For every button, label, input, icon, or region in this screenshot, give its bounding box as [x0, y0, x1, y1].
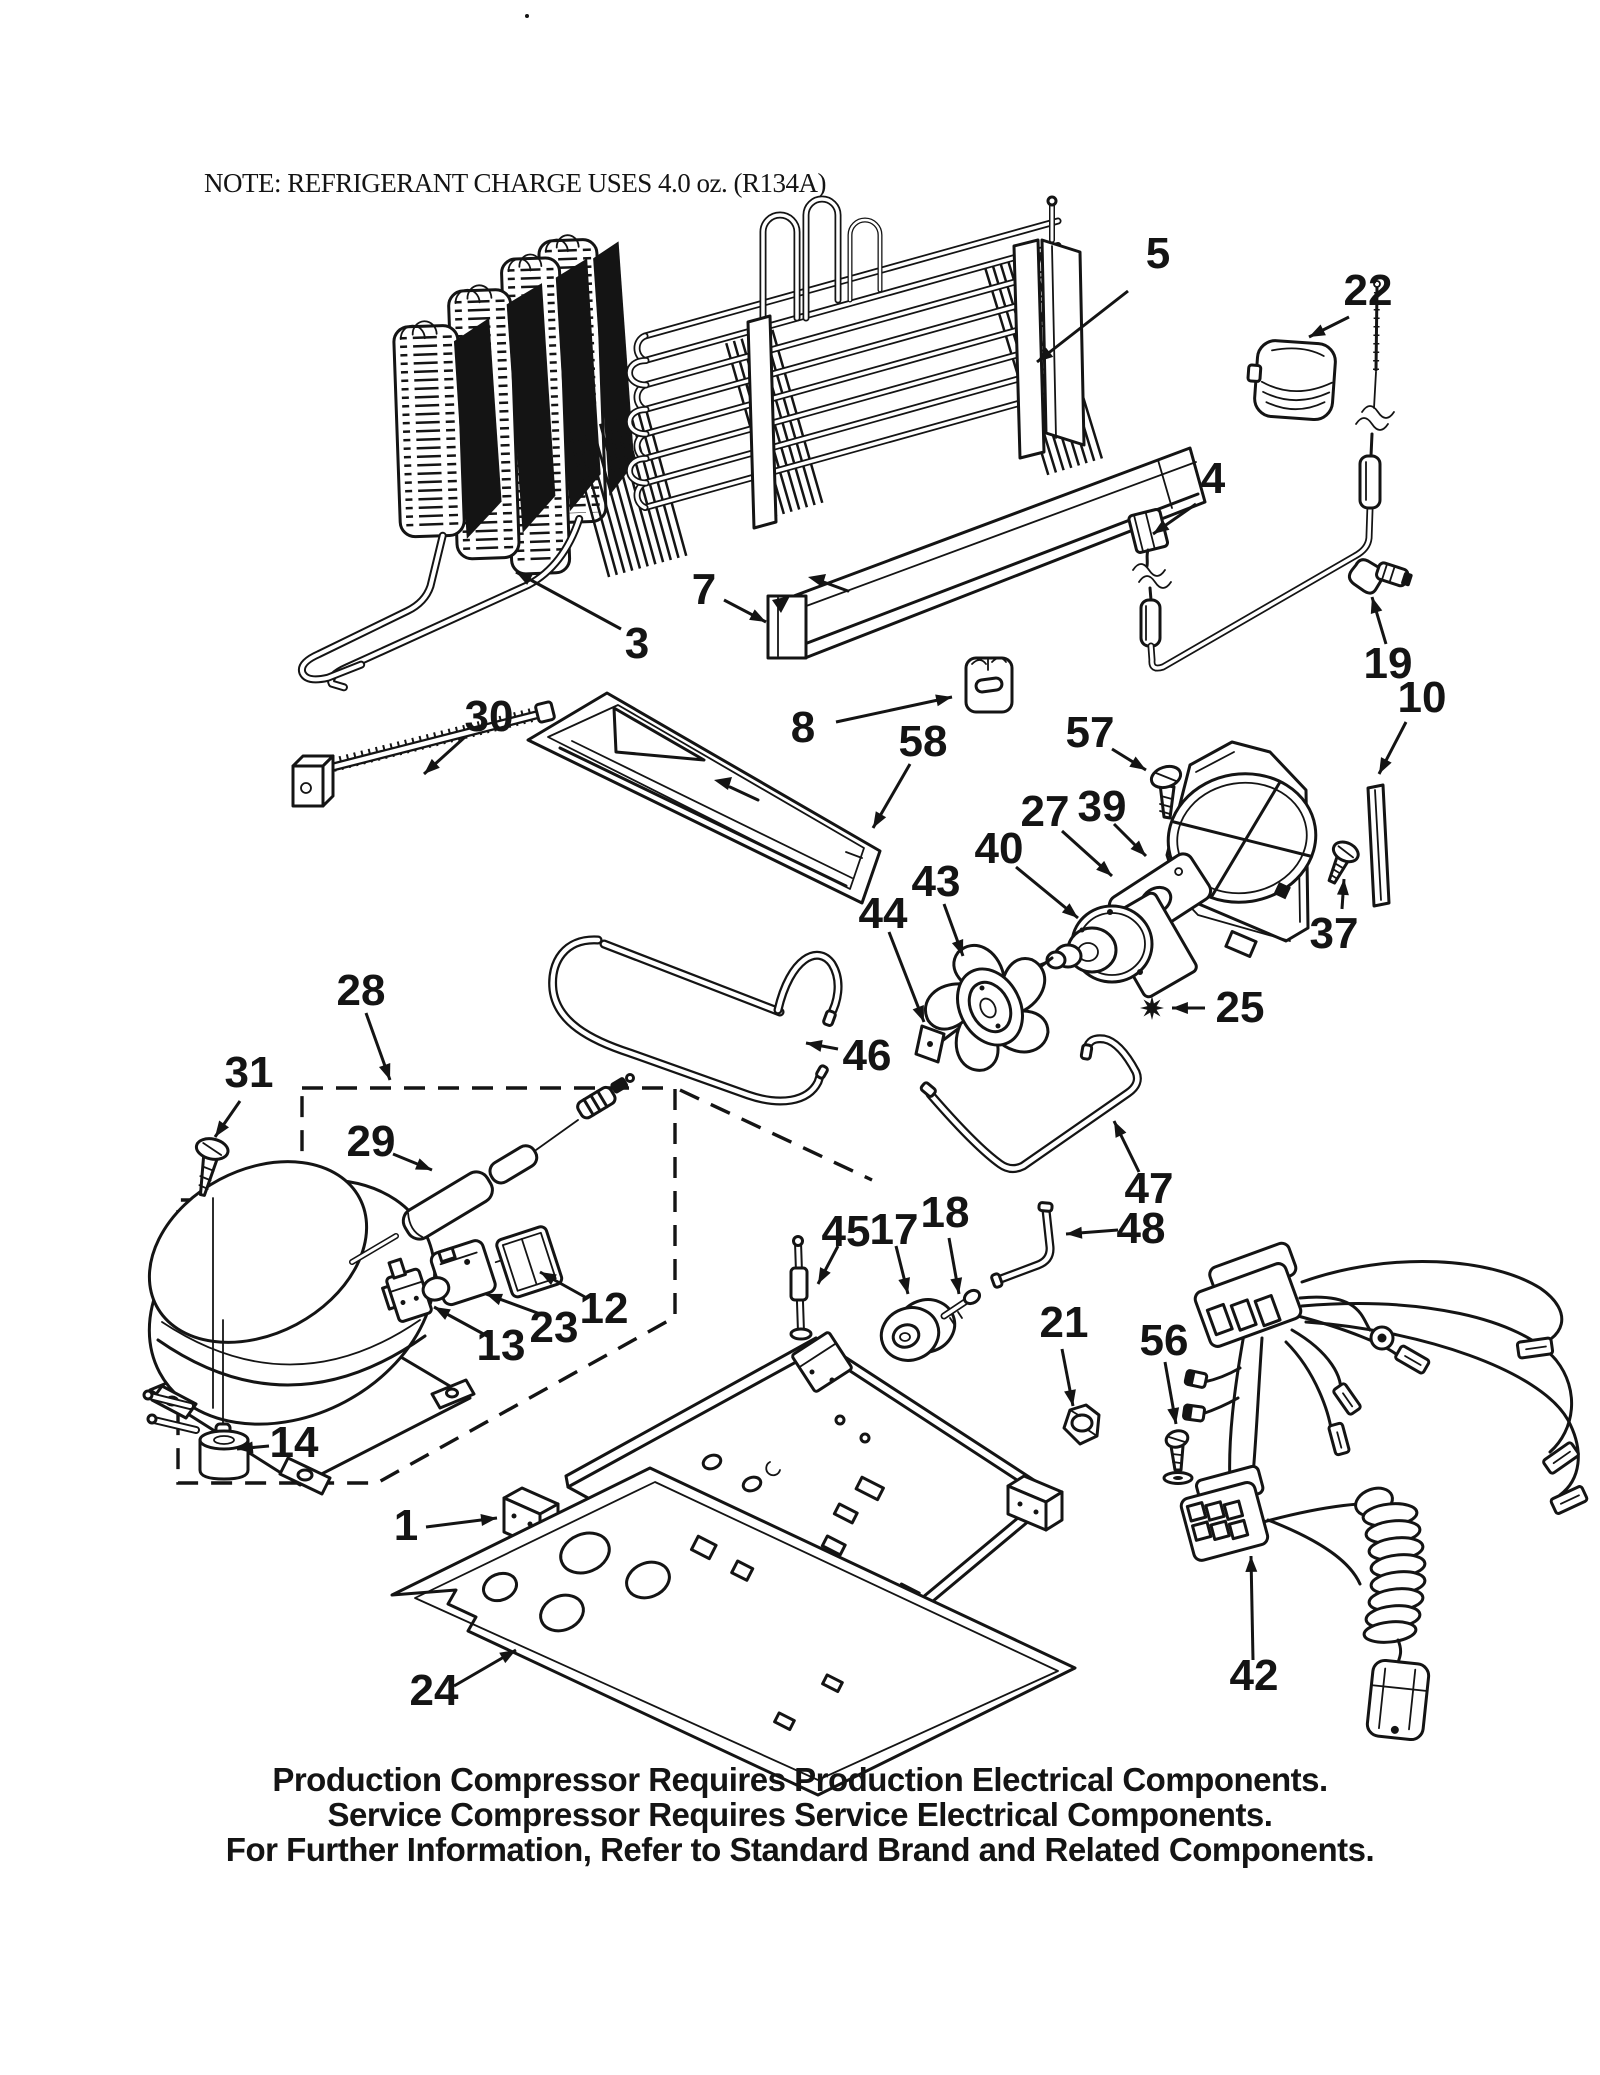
callout-44: 44 — [858, 889, 908, 938]
fan-clip — [1140, 996, 1164, 1020]
callout-23: 23 — [529, 1303, 579, 1352]
callout-43: 43 — [911, 857, 961, 906]
callout-arrowhead-21 — [1064, 1389, 1076, 1406]
callout-arrowhead-46 — [806, 1040, 823, 1052]
callout-56: 56 — [1139, 1316, 1189, 1365]
refrigerant-note: NOTE: REFRIGERANT CHARGE USES 4.0 oz. (R134A) — [204, 168, 827, 198]
callout-13: 13 — [476, 1321, 526, 1370]
callout-arrowhead-19 — [1371, 597, 1382, 614]
seal-strip — [1368, 785, 1389, 906]
callout-10: 10 — [1397, 673, 1447, 722]
callout-7: 7 — [691, 565, 717, 614]
condenser-coil — [287, 233, 642, 689]
roller — [874, 1292, 962, 1369]
callout-58: 58 — [898, 717, 948, 766]
footer-line-1: Production Compressor Requires Production Electrical Components. — [272, 1761, 1328, 1798]
callout-arrow-3 — [516, 572, 621, 629]
callout-57: 57 — [1065, 708, 1115, 757]
callout-arrowhead-58 — [873, 811, 886, 828]
callout-arrowhead-29 — [415, 1158, 432, 1170]
process-tube — [991, 1202, 1052, 1288]
callout-18: 18 — [920, 1188, 970, 1237]
callout-39: 39 — [1077, 782, 1127, 831]
callout-arrowhead-18 — [950, 1277, 962, 1294]
evaporator — [588, 197, 1084, 528]
capillary-clamp — [1349, 560, 1413, 593]
callout-arrowhead-56 — [1167, 1407, 1179, 1424]
callout-arrowhead-42 — [1245, 1556, 1257, 1572]
callout-arrowhead-22 — [1309, 325, 1326, 337]
roller-pin — [944, 1288, 982, 1324]
callout-3: 3 — [624, 619, 650, 668]
callout-arrowhead-44 — [913, 1005, 924, 1022]
callout-29: 29 — [346, 1117, 396, 1166]
callout-37: 37 — [1309, 909, 1359, 958]
callout-arrowhead-45 — [818, 1267, 831, 1284]
callout-24: 24 — [409, 1666, 459, 1715]
fan-shroud — [1159, 742, 1325, 956]
fan-blade — [916, 940, 1056, 1076]
callout-14: 14 — [269, 1418, 319, 1467]
callout-arrowhead-37 — [1337, 879, 1349, 895]
discharge-tube — [920, 1039, 1137, 1169]
footer-line-2: Service Compressor Requires Service Electrical Components. — [327, 1796, 1273, 1833]
power-plug — [1366, 1659, 1430, 1740]
callout-arrowhead-25 — [1172, 1002, 1188, 1014]
suction-tube-loop — [553, 940, 838, 1101]
callout-46: 46 — [842, 1031, 892, 1080]
callout-25: 25 — [1215, 983, 1265, 1032]
callout-4: 4 — [1200, 454, 1226, 503]
terminal-cover — [490, 1225, 564, 1300]
shipping-bolt — [791, 1237, 811, 1340]
drip-tray — [528, 693, 880, 903]
callout-arrowhead-31 — [215, 1121, 229, 1137]
callout-30: 30 — [464, 692, 514, 741]
power-cord-coil — [1352, 1483, 1426, 1668]
callout-arrowhead-1 — [480, 1514, 497, 1526]
footer-line-3: For Further Information, Refer to Standard Brand and Related Components. — [225, 1831, 1375, 1868]
callout-21: 21 — [1039, 1298, 1089, 1347]
callout-27: 27 — [1020, 787, 1070, 836]
callout-arrowhead-57 — [1129, 757, 1146, 770]
callout-arrowhead-24 — [499, 1650, 516, 1663]
callout-arrowhead-23 — [486, 1294, 503, 1305]
callout-17: 17 — [869, 1205, 919, 1254]
callout-40: 40 — [974, 824, 1024, 873]
callout-19: 19 — [1363, 639, 1413, 688]
callout-arrowhead-13 — [434, 1307, 451, 1320]
nut — [1064, 1405, 1099, 1444]
callout-31: 31 — [224, 1048, 274, 1097]
callout-42: 42 — [1229, 1651, 1279, 1700]
callout-47: 47 — [1124, 1164, 1174, 1213]
callout-arrowhead-47 — [1114, 1121, 1126, 1138]
callout-1: 1 — [393, 1501, 419, 1550]
defrost-heater — [293, 701, 555, 806]
cover-plate — [1245, 339, 1336, 421]
shroud-screw-right — [1320, 838, 1361, 887]
callout-arrowhead-10 — [1379, 757, 1392, 774]
callout-5: 5 — [1145, 229, 1171, 278]
callout-arrowhead-28 — [379, 1063, 390, 1080]
callout-arrowhead-17 — [898, 1277, 910, 1294]
evaporator-clip — [966, 658, 1012, 712]
callout-48: 48 — [1116, 1204, 1166, 1253]
callout-8: 8 — [790, 703, 816, 752]
callout-28: 28 — [336, 966, 386, 1015]
callout-22: 22 — [1343, 266, 1393, 315]
filter-drier — [352, 1075, 634, 1263]
evaporator-tubes — [630, 221, 1059, 508]
speck — [525, 14, 529, 18]
callout-45: 45 — [821, 1207, 871, 1256]
callout-arrowhead-7 — [749, 609, 766, 622]
ground-screw — [1164, 1428, 1192, 1483]
callout-12: 12 — [579, 1284, 629, 1333]
